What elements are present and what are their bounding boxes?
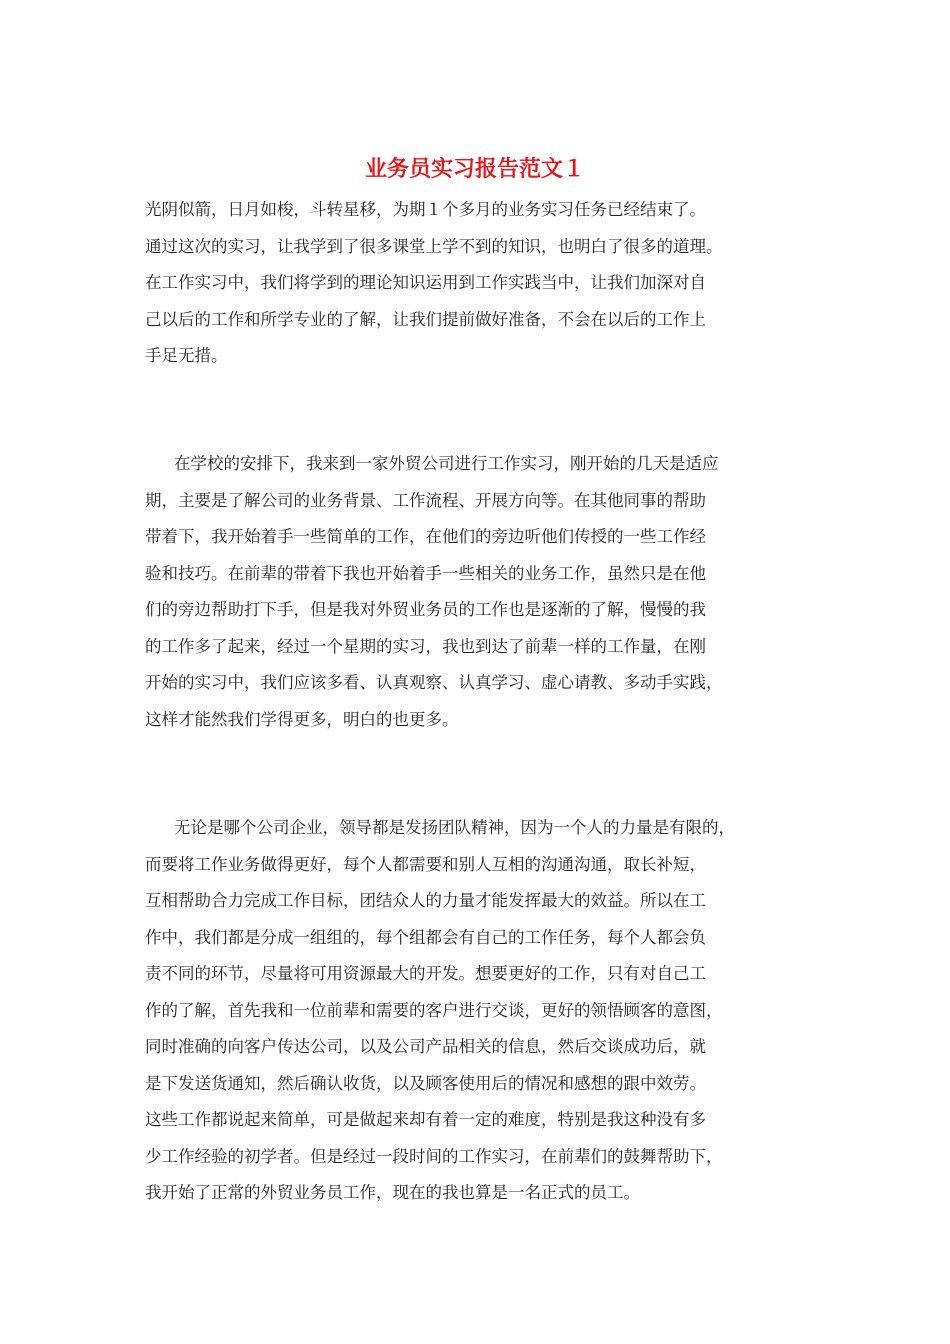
paragraph-line: 们的旁边帮助打下手，但是我对外贸业务员的工作也是逐渐的了解，慢慢的我 bbox=[145, 600, 706, 619]
paragraph-line: 无论是哪个公司企业，领导都是发扬团队精神，因为一个人的力量是有限的， bbox=[174, 818, 735, 837]
paragraph-line: 在学校的安排下，我来到一家外贸公司进行工作实习，刚开始的几天是适应 bbox=[174, 454, 719, 473]
paragraph-line: 期，主要是了解公司的业务背景、工作流程、开展方向等。在其他同事的帮助 bbox=[145, 490, 706, 510]
paragraph-line: 光阴似箭，日月如梭，斗转星移，为期１个多月的业务实习任务已经结束了。 bbox=[145, 200, 706, 219]
paragraph-3 bbox=[145, 810, 735, 1212]
paragraph-line: 通过这次的实习，让我学到了很多课堂上学不到的知识，也明白了很多的道理。 bbox=[145, 236, 723, 256]
paragraph-line: 同时准确的向客户传达公司，以及公司产品相关的信息，然后交谈成功后，就 bbox=[145, 1037, 706, 1056]
paragraph-1 bbox=[145, 192, 723, 375]
paragraph-line: 责不同的环节，尽量将可用资源最大的开发。想要更好的工作，只有对自己工 bbox=[145, 964, 706, 983]
paragraph-line: 带着下，我开始着手一些简单的工作，在他们的旁边听他们传授的一些工作经 bbox=[145, 527, 706, 546]
paragraph-line: 开始的实习中，我们应该多看、认真观察、认真学习、虚心请教、多动手实践， bbox=[145, 673, 723, 692]
paragraph-line: 的工作多了起来，经过一个星期的实习，我也到达了前辈一样的工作量，在刚 bbox=[145, 636, 706, 656]
paragraph-line: 少工作经验的初学者。但是经过一段时间的工作实习，在前辈们的鼓舞帮助下， bbox=[145, 1146, 723, 1166]
paragraph-line: 在工作实习中，我们将学到的理论知识运用到工作实践当中，让我们加深对自 bbox=[145, 273, 706, 292]
document-title: 业务员实习报告范文１ bbox=[364, 156, 585, 182]
paragraph-line: 作的了解，首先我和一位前辈和需要的客户进行交谈，更好的领悟顾客的意图， bbox=[145, 1000, 723, 1020]
paragraph-line: 互相帮助合力完成工作目标，团结众人的力量才能发挥最大的效益。所以在工 bbox=[145, 891, 706, 910]
paragraph-line: 这些工作都说起来简单，可是做起来却有着一定的难度，特别是我这种没有多 bbox=[145, 1110, 706, 1129]
paragraph-line: 而要将工作业务做得更好，每个人都需要和别人互相的沟通沟通，取长补短， bbox=[145, 854, 706, 874]
paragraph-line: 这样才能然我们学得更多，明白的也更多。 bbox=[145, 709, 459, 729]
paragraph-line: 是下发送货通知，然后确认收货，以及顾客使用后的情况和感想的跟中效劳。 bbox=[145, 1073, 706, 1093]
paragraph-line: 己以后的工作和所学专业的了解，让我们提前做好准备，不会在以后的工作上 bbox=[145, 309, 706, 329]
paragraph-line: 手足无措。 bbox=[145, 346, 228, 365]
paragraph-line: 作中，我们都是分成一组组的，每个组都会有自己的工作任务，每个人都会负 bbox=[145, 927, 706, 947]
paragraph-2 bbox=[145, 446, 723, 738]
paragraph-line: 我开始了正常的外贸业务员工作，现在的我也算是一名正式的员工。 bbox=[145, 1183, 640, 1202]
paragraph-line: 验和技巧。在前辈的带着下我也开始着手一些相关的业务工作，虽然只是在他 bbox=[145, 563, 706, 583]
